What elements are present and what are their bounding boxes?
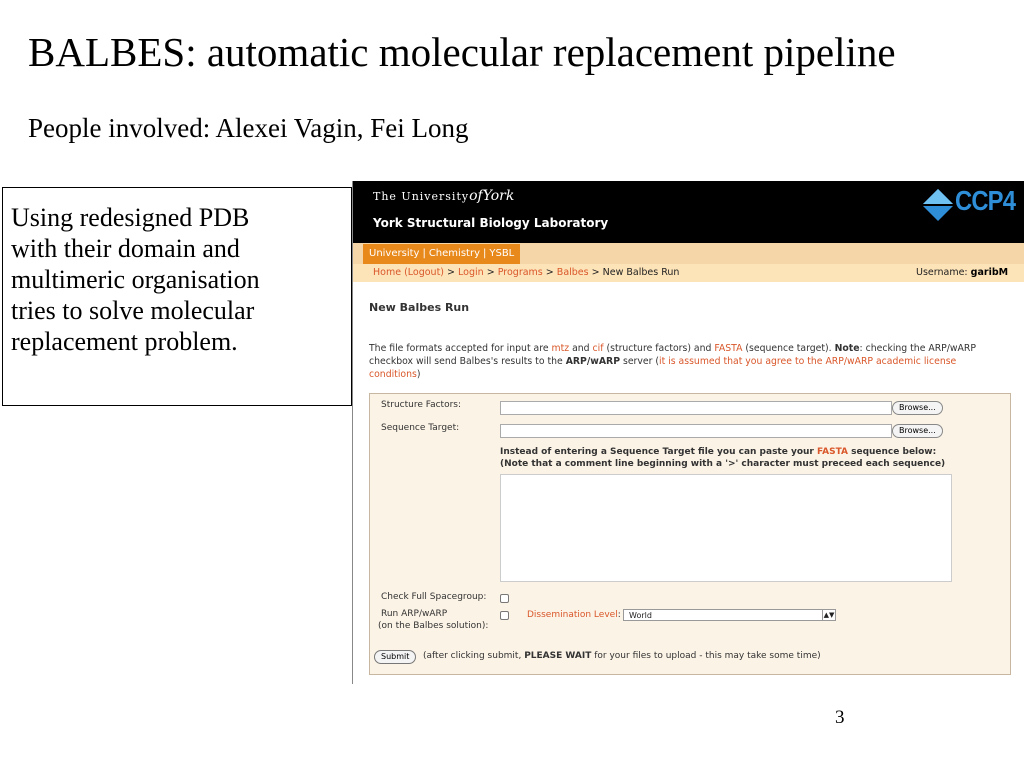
run-arp-sublabel: (on the Balbes solution): [378, 621, 489, 631]
paste-instructions [500, 446, 945, 470]
lab-name: York Structural Biology Laboratory [373, 216, 609, 230]
dissemination-label-text: Dissemination Level [527, 610, 618, 620]
submit-button[interactable]: Submit [374, 650, 416, 664]
breadcrumb-separator: > [486, 267, 495, 278]
note-box [2, 187, 352, 406]
submit-note [423, 651, 821, 661]
note-line: replacement problem. [11, 327, 238, 356]
sequence-target-input[interactable] [500, 424, 892, 438]
university-name: York [482, 188, 515, 204]
paste-note-line-2: (Note that a comment line beginning with a '>' character must preceed each sequence) [500, 459, 946, 469]
slide-subtitle: People involved: Alexei Vagin, Fei Long [28, 113, 469, 143]
sequence-target-label: Sequence Target: [381, 423, 460, 433]
dissemination-level-label [527, 610, 621, 620]
intro-segment: (sequence target). [742, 343, 835, 354]
dissemination-selected-value: World [629, 611, 652, 620]
fasta-link[interactable]: FASTA [714, 343, 743, 354]
breadcrumb-separator: > [545, 267, 554, 278]
nav-separator: | [422, 248, 426, 259]
note-line: tries to solve molecular [11, 296, 255, 325]
intro-segment: ) [416, 369, 421, 380]
breadcrumb-current: New Balbes Run [602, 267, 680, 278]
breadcrumb-login-link[interactable]: Login [458, 267, 484, 278]
ccp4-logo-text: CCP4 [955, 185, 1016, 216]
paste-fasta-link[interactable]: FASTA [817, 447, 848, 457]
arp-warp-label: ARP/wARP [565, 356, 621, 367]
structure-factors-input[interactable] [500, 401, 892, 415]
breadcrumb-home-link[interactable]: Home (Logout) [373, 267, 445, 278]
intro-segment: : checking the ARP/wARP checkbox will send Balbes's results to the [369, 343, 976, 367]
page-title: New Balbes Run [369, 301, 470, 314]
paste-note-text: Instead of entering a Sequence Target file you can paste your [500, 447, 817, 457]
check-spacegroup-label: Check Full Spacegroup: [381, 592, 487, 602]
note-line: multimeric organisation [11, 265, 260, 294]
nav-item-university[interactable]: University [369, 248, 420, 259]
cif-link[interactable]: cif [592, 343, 604, 354]
ccp4-diamond-icon [920, 187, 956, 223]
breadcrumb-programs-link[interactable]: Programs [497, 267, 543, 278]
note-line: Using redesigned PDB [11, 203, 250, 232]
breadcrumb [353, 264, 1024, 282]
submit-note-text: (after clicking submit, [423, 651, 525, 661]
intro-text [369, 342, 1009, 381]
breadcrumb-separator: > [447, 267, 456, 278]
username-label: Username: [916, 267, 968, 278]
intro-segment: (structure factors) and [603, 343, 715, 354]
check-spacegroup-checkbox[interactable] [500, 594, 509, 603]
run-arp-checkbox[interactable] [500, 611, 509, 620]
embedded-screenshot [353, 181, 1024, 684]
dissemination-colon: : [617, 610, 621, 620]
select-arrows-icon: ▲▼ [823, 611, 835, 619]
nav-tabs [363, 244, 520, 264]
note-line: with their domain and [11, 234, 240, 263]
slide-title: BALBES: automatic molecular replacement pipeline [28, 29, 896, 75]
username-display [916, 264, 1008, 282]
submit-note-text: for your files to upload - this may take some time) [591, 651, 821, 661]
breadcrumb-balbes-link[interactable]: Balbes [556, 267, 589, 278]
mtz-link[interactable]: mtz [551, 343, 570, 354]
site-header [353, 181, 1024, 243]
balbes-form [369, 393, 1011, 675]
paste-note-text: sequence below: [847, 447, 937, 457]
university-prefix: The University [373, 190, 470, 203]
university-of: of [469, 188, 483, 204]
sequence-target-browse-button[interactable]: Browse... [892, 424, 943, 438]
submit-note-emphasis: PLEASE WAIT [524, 651, 592, 661]
page-number: 3 [835, 707, 845, 728]
university-wordmark [373, 188, 514, 204]
intro-segment: server ( [620, 356, 659, 367]
intro-segment: The file formats accepted for input are [369, 343, 552, 354]
breadcrumb-separator: > [591, 267, 600, 278]
note-label: Note [834, 343, 860, 354]
intro-segment: and [569, 343, 593, 354]
sequence-paste-textarea[interactable] [500, 474, 952, 582]
nav-separator: | [482, 248, 487, 259]
license-link[interactable]: it is assumed that you agree to the ARP/wARP academic license conditions [369, 356, 957, 380]
structure-factors-browse-button[interactable]: Browse... [892, 401, 943, 415]
nav-item-chemistry[interactable]: Chemistry [428, 248, 480, 259]
dissemination-level-select[interactable] [623, 609, 836, 621]
run-arp-label: Run ARP/wARP [381, 609, 448, 619]
nav-item-ysbl[interactable]: YSBL [489, 248, 515, 259]
username-value: garibM [970, 267, 1009, 278]
structure-factors-label: Structure Factors: [381, 400, 461, 410]
